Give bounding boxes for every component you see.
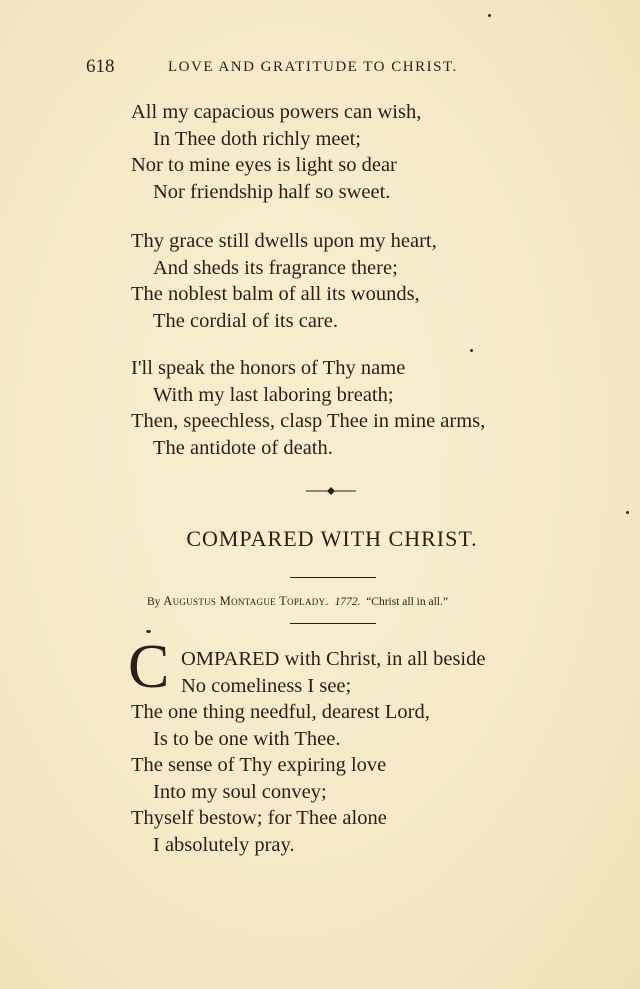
verse-line: I'll speak the honors of Thy name	[131, 357, 406, 379]
verse-line: Nor friendship half so sweet.	[153, 180, 391, 203]
byline-prefix: By	[147, 596, 161, 608]
hymn-subtitle: “Christ all in all.”	[366, 596, 448, 608]
paper-speck	[146, 630, 151, 633]
verse-line: Nor to mine eyes is light so dear	[131, 154, 397, 176]
verse-line: The noblest balm of all its wounds,	[131, 283, 420, 305]
drop-cap-letter: C	[128, 633, 170, 701]
hymn-year: 1772.	[334, 596, 361, 608]
verse-line: All my capacious powers can wish,	[131, 101, 422, 123]
author-name: Augustus Montague Toplady.	[163, 594, 329, 608]
verse-line: Into my soul convey;	[153, 780, 327, 803]
hymn-title: COMPARED WITH CHRIST.	[186, 526, 478, 551]
verse-line: No comeliness I see;	[181, 674, 352, 697]
title-rule-top	[290, 577, 376, 578]
section-divider-ornament	[306, 484, 356, 498]
verse-line: With my last laboring breath;	[153, 383, 394, 406]
hymn-byline	[147, 594, 448, 609]
verse-line: Is to be one with Thee.	[153, 727, 341, 750]
verse-line: The sense of Thy expiring love	[131, 754, 387, 776]
verse-line: In Thee doth richly meet;	[153, 127, 361, 150]
verse-line: The antidote of death.	[153, 436, 333, 459]
page-number: 618	[86, 56, 115, 77]
paper-speck	[488, 14, 491, 17]
verse-line: I absolutely pray.	[153, 833, 295, 856]
poem-stanza-3	[131, 355, 485, 461]
title-rule-bottom	[290, 623, 376, 624]
verse-line: And sheds its fragrance there;	[153, 256, 398, 279]
hymn-stanza	[131, 646, 485, 858]
poem-stanza-2	[131, 228, 437, 334]
paper-speck	[626, 511, 629, 514]
verse-line: OMPARED with Christ, in all beside	[181, 648, 486, 670]
running-head: LOVE AND GRATITUDE TO CHRIST.	[168, 59, 458, 75]
verse-line: The one thing needful, dearest Lord,	[131, 701, 430, 723]
verse-line: Thy grace still dwells upon my heart,	[131, 230, 437, 252]
poem-stanza-1	[131, 99, 421, 205]
verse-line: Thyself bestow; for Thee alone	[131, 807, 387, 829]
paper-speck	[470, 349, 473, 352]
verse-line: The cordial of its care.	[153, 309, 338, 332]
verse-line: Then, speechless, clasp Thee in mine arms,	[131, 410, 486, 432]
